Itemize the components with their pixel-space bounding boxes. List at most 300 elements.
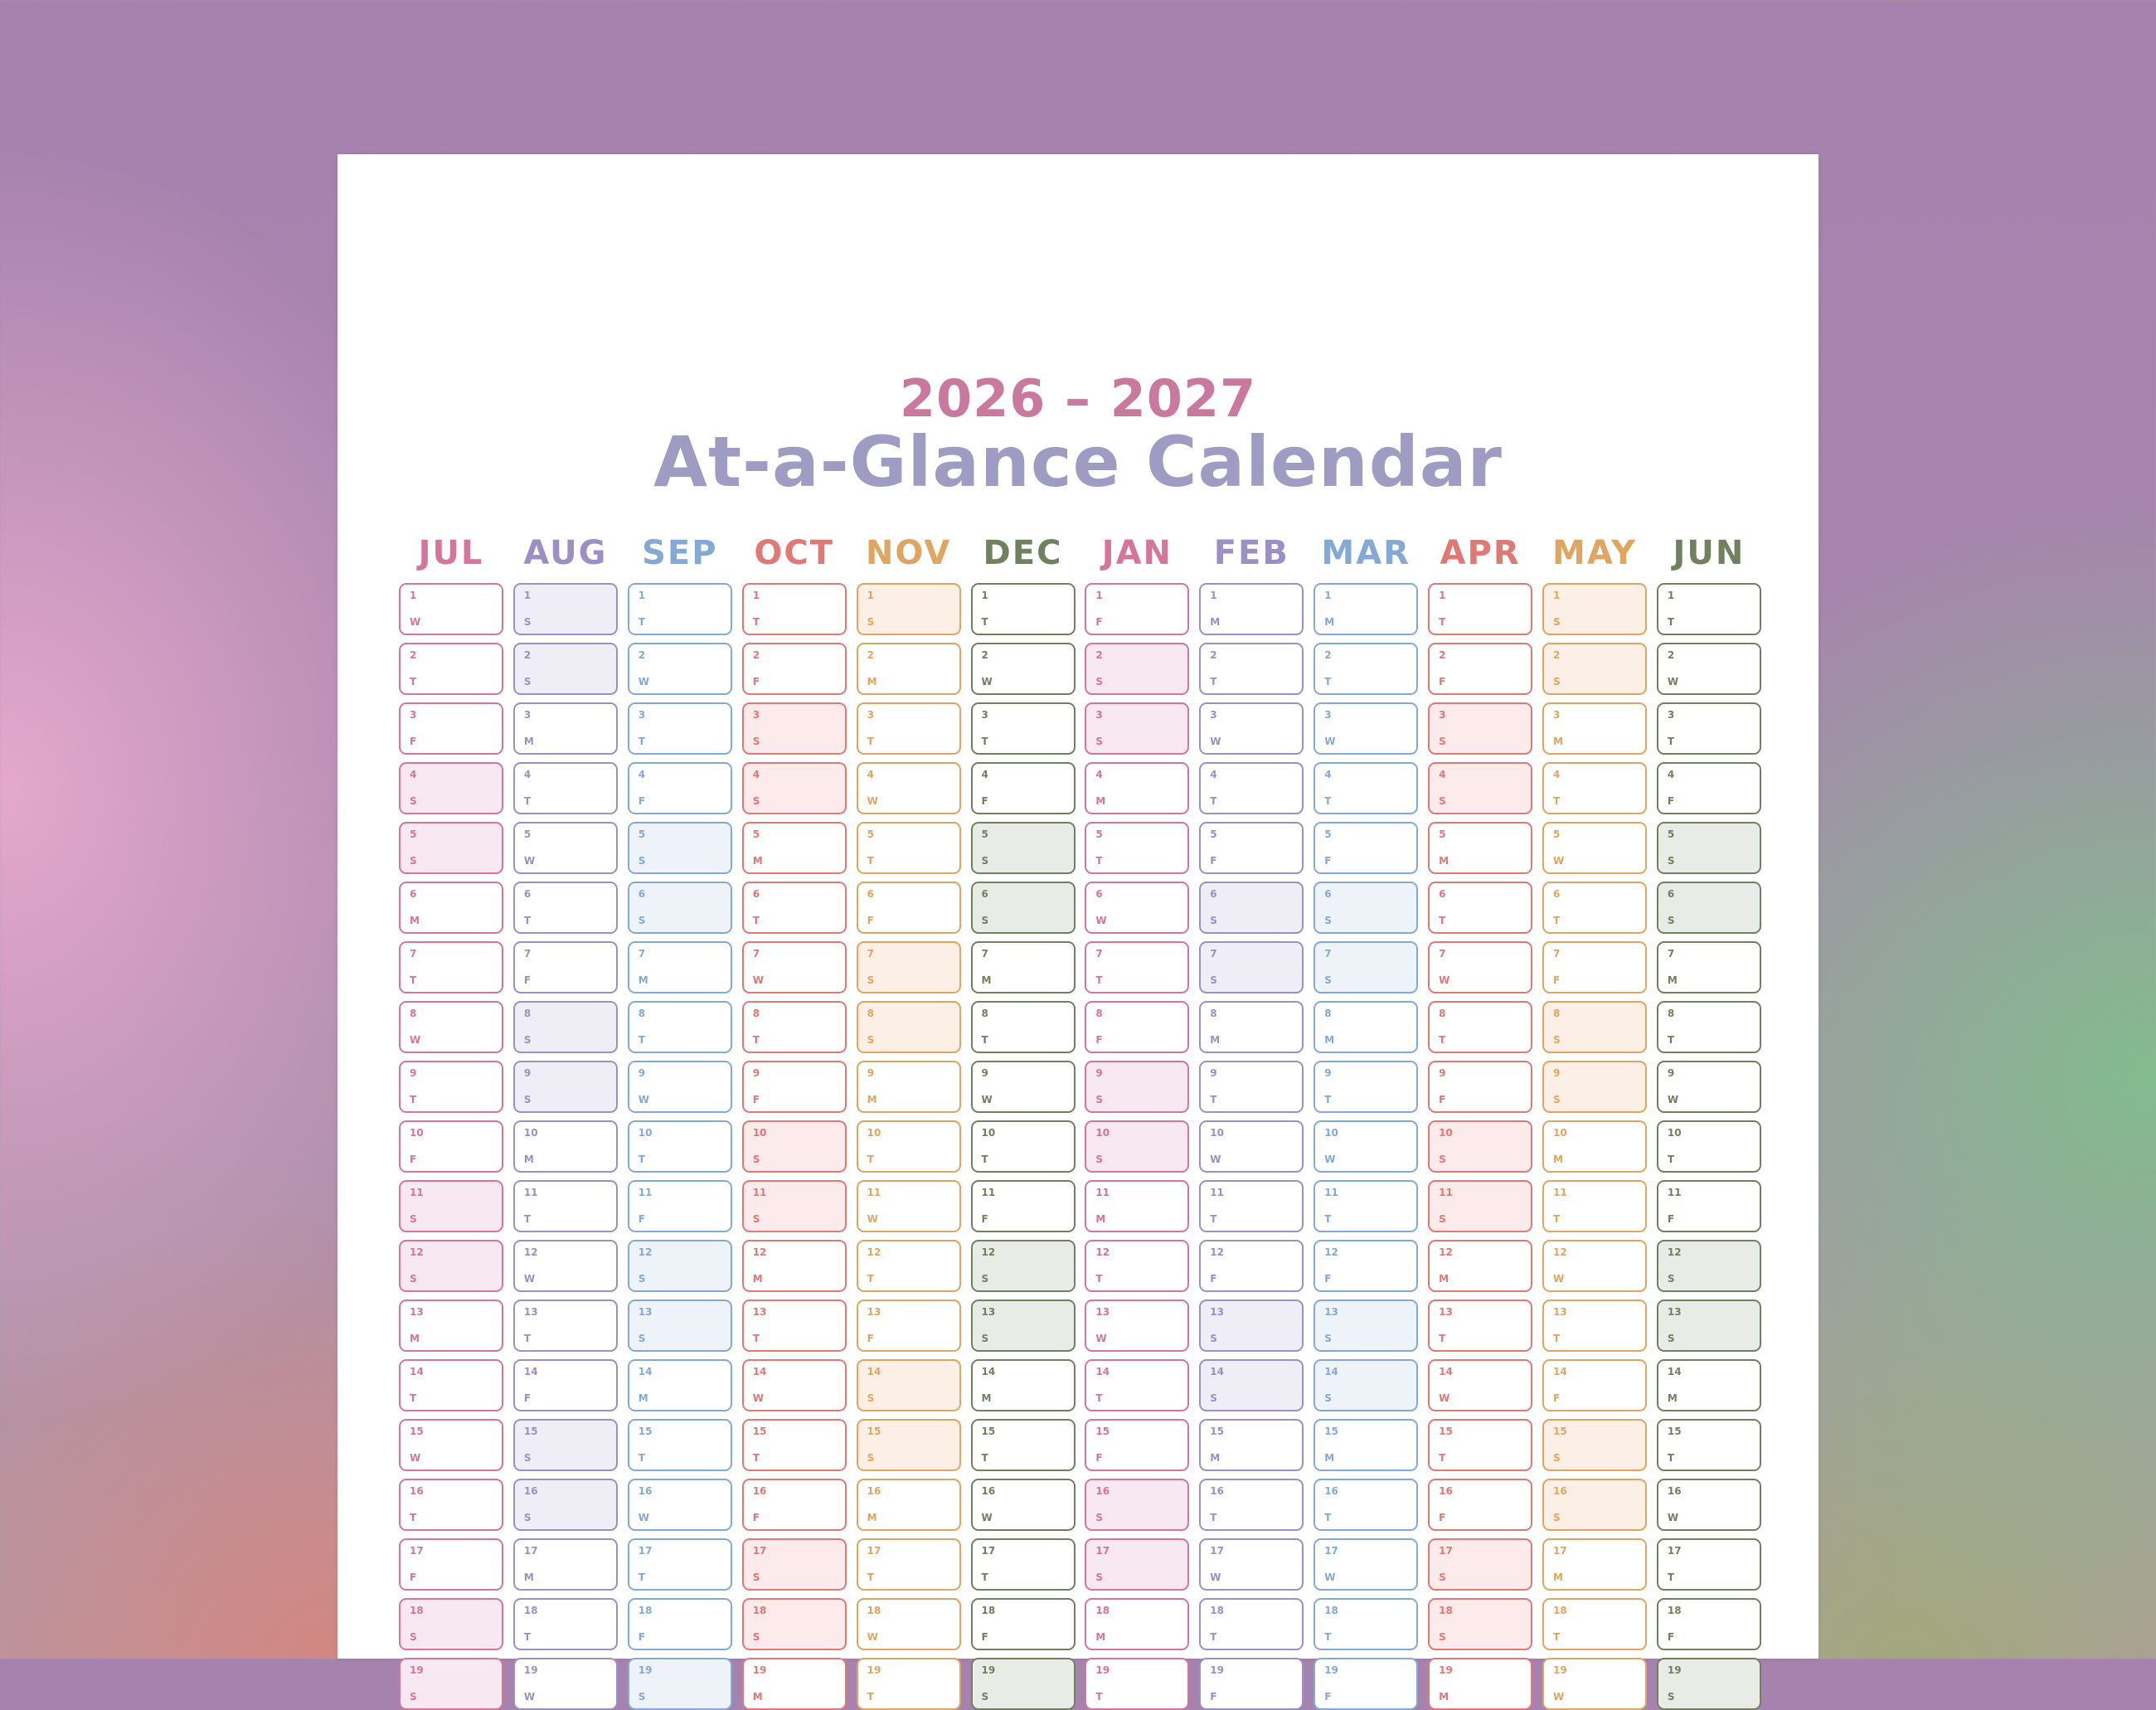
day-weekday: T [1210,1094,1217,1105]
day-number: 18 [1210,1605,1224,1616]
day-number: 8 [1210,1008,1217,1019]
day-weekday: T [1553,795,1561,807]
day-number: 1 [638,590,646,601]
day-cell [1542,1240,1647,1292]
day-number: 16 [410,1485,424,1497]
day-number: 7 [410,948,417,959]
day-number: 19 [752,1664,767,1676]
day-cell [1428,643,1532,695]
day-number: 4 [638,769,646,780]
day-number: 12 [981,1246,996,1258]
day-cell [1542,1001,1647,1053]
day-weekday: S [1439,1631,1446,1643]
day-weekday: S [1553,616,1561,628]
day-cell [513,882,618,934]
day-weekday: T [867,1154,874,1165]
day-cell [857,702,961,755]
day-cell [628,762,732,814]
day-weekday: W [981,1094,993,1105]
day-number: 13 [1439,1306,1453,1318]
day-weekday: S [867,1034,875,1046]
day-weekday: T [638,736,645,747]
day-number: 16 [523,1485,538,1497]
day-weekday: S [1439,1572,1446,1583]
day-weekday: S [638,1273,646,1285]
day-number: 10 [1324,1127,1338,1139]
day-weekday: M [1553,1154,1563,1165]
day-cell [1542,1359,1647,1411]
day-weekday: T [638,616,645,628]
day-weekday: S [410,1213,417,1225]
day-cell [1199,1538,1304,1591]
day-cell [1428,1001,1532,1053]
day-cell [1657,702,1761,755]
day-weekday: S [1667,1691,1675,1703]
day-cell [1314,1001,1418,1053]
day-cell [742,1120,847,1173]
day-weekday: T [1439,1034,1446,1046]
day-weekday: W [867,1631,878,1643]
day-number: 1 [1553,590,1561,601]
day-cell [628,882,732,934]
day-number: 8 [638,1008,646,1019]
day-number: 9 [523,1067,532,1079]
day-cell [628,1658,732,1710]
day-number: 10 [981,1127,996,1139]
day-cell [513,1479,618,1531]
day-number: 13 [1095,1306,1110,1318]
day-number: 10 [1553,1127,1567,1139]
day-weekday: T [523,1213,532,1225]
day-number: 6 [1324,888,1332,900]
day-number: 3 [1324,709,1332,721]
day-cell [399,1419,503,1471]
day-weekday: W [410,1452,421,1464]
day-number: 15 [1095,1426,1110,1437]
day-number: 6 [981,888,988,900]
day-weekday: S [1095,676,1104,687]
day-cell [399,702,503,755]
day-weekday: M [1667,1392,1678,1404]
day-weekday: F [1553,974,1561,986]
day-number: 2 [1439,649,1446,661]
day-number: 5 [867,828,874,840]
day-weekday: S [1095,1154,1104,1165]
day-number: 2 [752,649,760,661]
day-number: 12 [1210,1246,1224,1258]
day-cell [1428,583,1532,635]
day-cell [1657,822,1761,874]
day-number: 2 [1324,649,1332,661]
day-weekday: T [1553,1333,1561,1344]
day-cell [742,702,847,755]
day-weekday: M [1324,1452,1335,1464]
day-weekday: T [410,974,417,986]
day-number: 4 [1553,769,1561,780]
day-cell [1199,702,1304,755]
day-number: 10 [1667,1127,1682,1139]
day-weekday: S [1324,915,1332,926]
day-weekday: T [638,1034,645,1046]
day-cell [1314,583,1418,635]
day-cell [628,1180,732,1232]
day-cell [628,1359,732,1411]
day-number: 5 [1210,828,1217,840]
day-cell [1314,1180,1418,1232]
day-cell [513,702,618,755]
day-number: 17 [638,1545,653,1557]
day-cell [971,1658,1076,1710]
day-number: 6 [523,888,532,900]
day-weekday: M [1553,736,1563,747]
day-cell [513,941,618,993]
day-number: 17 [1095,1545,1110,1557]
day-number: 8 [981,1008,988,1019]
day-weekday: F [752,1094,760,1105]
day-weekday: W [638,1094,650,1105]
day-number: 10 [523,1127,538,1139]
day-cell [1199,1120,1304,1173]
day-cell [742,1240,847,1292]
day-weekday: F [1667,1213,1675,1225]
day-weekday: T [1324,676,1332,687]
day-number: 1 [410,590,417,601]
day-weekday: S [410,1631,417,1643]
day-weekday: S [1553,1452,1561,1464]
day-number: 15 [1553,1426,1567,1437]
day-cell [1314,643,1418,695]
day-weekday: F [1439,1094,1446,1105]
month-header-nov: NOV [865,534,952,572]
day-weekday: M [1095,795,1106,807]
day-cell [971,1598,1076,1650]
day-number: 6 [1439,888,1446,900]
day-weekday: T [1095,1392,1103,1404]
day-number: 5 [638,828,646,840]
day-weekday: T [981,616,988,628]
day-cell [399,762,503,814]
day-number: 3 [867,709,874,721]
day-weekday: T [1439,1333,1446,1344]
day-weekday: M [1553,1572,1563,1583]
day-cell [1428,1061,1532,1113]
day-number: 11 [1667,1187,1682,1198]
day-weekday: F [638,1213,645,1225]
day-weekday: W [1210,1572,1221,1583]
day-weekday: S [1210,1333,1217,1344]
day-cell [742,1658,847,1710]
day-cell [742,1479,847,1531]
day-number: 4 [1439,769,1446,780]
day-number: 13 [1553,1306,1567,1318]
day-cell [1428,1300,1532,1352]
day-cell [1542,1479,1647,1531]
day-cell [1542,1120,1647,1173]
day-cell [857,1061,961,1113]
day-cell [971,583,1076,635]
day-weekday: T [1324,1631,1332,1643]
day-cell [399,1120,503,1173]
day-cell [1657,1001,1761,1053]
day-cell [1199,1240,1304,1292]
day-number: 12 [1439,1246,1453,1258]
day-weekday: S [1210,974,1217,986]
day-number: 9 [1667,1067,1675,1079]
day-cell [1542,583,1647,635]
day-number: 11 [1324,1187,1338,1198]
day-cell [513,1598,618,1650]
day-cell [628,583,732,635]
day-weekday: F [410,1154,417,1165]
day-cell [513,1538,618,1591]
day-weekday: W [523,1273,536,1285]
day-number: 11 [523,1187,538,1198]
day-number: 9 [638,1067,646,1079]
day-weekday: S [523,676,532,687]
month-header-aug: AUG [523,534,608,572]
day-weekday: S [1667,915,1675,926]
day-cell [971,643,1076,695]
day-cell [1199,1479,1304,1531]
day-cell [971,1001,1076,1053]
day-number: 2 [1095,649,1103,661]
day-weekday: S [638,1691,646,1703]
day-cell [513,1658,618,1710]
day-number: 2 [1553,649,1561,661]
day-number: 17 [1210,1545,1224,1557]
day-weekday: S [523,1034,532,1046]
day-number: 15 [981,1426,996,1437]
day-number: 15 [1324,1426,1338,1437]
day-weekday: W [1324,736,1336,747]
day-number: 14 [867,1366,881,1377]
day-weekday: S [752,1572,760,1583]
day-weekday: T [523,915,532,926]
day-cell [742,1598,847,1650]
day-cell [399,822,503,874]
day-weekday: F [1324,1691,1332,1703]
day-weekday: T [523,1631,532,1643]
day-weekday: F [1324,1273,1332,1285]
day-weekday: S [1095,1094,1104,1105]
day-cell [1428,882,1532,934]
day-weekday: T [1667,1034,1675,1046]
day-cell [399,1479,503,1531]
day-number: 7 [1439,948,1446,959]
day-weekday: T [1553,1213,1561,1225]
day-weekday: M [981,974,992,986]
day-cell [1199,1180,1304,1232]
day-weekday: W [867,1213,878,1225]
day-number: 9 [867,1067,874,1079]
day-number: 7 [1095,948,1103,959]
day-weekday: W [752,974,764,986]
day-number: 1 [1439,590,1446,601]
day-weekday: F [867,1333,874,1344]
day-weekday: M [1667,974,1678,986]
day-weekday: S [1553,676,1561,687]
day-number: 5 [1439,828,1446,840]
day-cell [399,941,503,993]
day-weekday: T [410,676,417,687]
day-number: 16 [1553,1485,1567,1497]
day-cell [628,1598,732,1650]
day-weekday: T [1324,1094,1332,1105]
day-weekday: M [1095,1631,1106,1643]
day-number: 11 [1553,1187,1567,1198]
day-number: 13 [638,1306,653,1318]
day-number: 6 [410,888,417,900]
day-number: 14 [981,1366,996,1377]
day-weekday: T [1439,616,1446,628]
day-weekday: S [638,915,646,926]
day-number: 2 [1667,649,1675,661]
day-number: 4 [1667,769,1675,780]
day-weekday: T [1667,1452,1675,1464]
day-number: 13 [1667,1306,1682,1318]
day-weekday: S [981,855,989,867]
day-cell [628,1001,732,1053]
day-cell [1314,1120,1418,1173]
day-cell [857,1240,961,1292]
day-weekday: T [867,855,874,867]
month-header-jul: JUL [418,534,484,572]
day-number: 1 [867,590,874,601]
day-number: 16 [638,1485,653,1497]
day-cell [399,1180,503,1232]
day-number: 7 [867,948,874,959]
day-number: 11 [638,1187,653,1198]
day-number: 14 [1095,1366,1110,1377]
day-weekday: W [867,795,878,807]
day-number: 5 [1095,828,1103,840]
day-cell [1428,1180,1532,1232]
day-cell [971,1240,1076,1292]
day-cell [742,882,847,934]
day-number: 16 [752,1485,767,1497]
day-number: 7 [1553,948,1561,959]
day-number: 19 [1324,1664,1338,1676]
day-cell [1085,702,1189,755]
day-number: 14 [752,1366,767,1377]
day-number: 5 [410,828,417,840]
day-weekday: M [523,736,534,747]
day-weekday: T [638,1154,645,1165]
day-number: 17 [752,1545,767,1557]
day-cell [399,1359,503,1411]
day-cell [1199,583,1304,635]
day-cell [1657,941,1761,993]
day-number: 1 [1667,590,1675,601]
day-weekday: F [1439,1512,1446,1523]
day-weekday: T [981,1572,988,1583]
day-cell [971,1061,1076,1113]
day-weekday: S [410,1691,417,1703]
day-cell [628,822,732,874]
day-cell [1314,1479,1418,1531]
day-number: 13 [752,1306,767,1318]
day-number: 17 [1439,1545,1453,1557]
day-weekday: M [1324,616,1335,628]
day-number: 15 [867,1426,881,1437]
day-number: 5 [752,828,760,840]
day-cell [513,1120,618,1173]
day-weekday: T [523,795,532,807]
day-number: 8 [1324,1008,1332,1019]
day-weekday: F [981,795,988,807]
day-weekday: S [981,1333,989,1344]
day-number: 12 [1324,1246,1338,1258]
day-number: 9 [410,1067,417,1079]
day-weekday: W [752,1392,764,1404]
day-cell [1085,941,1189,993]
day-number: 8 [1439,1008,1446,1019]
day-number: 14 [1210,1366,1224,1377]
day-number: 17 [523,1545,538,1557]
day-cell [1542,1598,1647,1650]
day-weekday: F [1095,1034,1103,1046]
day-number: 3 [410,709,417,721]
day-number: 7 [1210,948,1217,959]
day-weekday: S [523,1094,532,1105]
day-number: 4 [410,769,417,780]
day-weekday: S [1210,1392,1217,1404]
day-weekday: S [410,855,417,867]
day-weekday: S [523,1452,532,1464]
day-number: 18 [1439,1605,1453,1616]
day-number: 14 [523,1366,538,1377]
day-cell [1314,1658,1418,1710]
day-cell [971,941,1076,993]
day-cell [742,1061,847,1113]
day-weekday: T [1210,1631,1217,1643]
day-cell [742,1359,847,1411]
day-weekday: M [867,1512,877,1523]
day-cell [1657,583,1761,635]
day-weekday: W [1553,1691,1565,1703]
day-weekday: S [638,1333,646,1344]
day-cell [513,643,618,695]
day-number: 5 [1553,828,1561,840]
day-weekday: S [1324,974,1332,986]
day-weekday: W [1095,1333,1107,1344]
day-cell [857,1120,961,1173]
day-weekday: T [752,616,760,628]
day-number: 19 [1439,1664,1453,1676]
day-number: 19 [1553,1664,1567,1676]
day-cell [1199,822,1304,874]
day-weekday: F [523,974,532,986]
day-number: 13 [981,1306,996,1318]
day-number: 10 [1439,1127,1453,1139]
day-weekday: F [1210,1273,1217,1285]
day-number: 16 [867,1485,881,1497]
day-weekday: M [410,1333,420,1344]
day-weekday: T [867,1572,874,1583]
day-number: 10 [867,1127,881,1139]
day-cell [1314,1538,1418,1591]
day-number: 15 [1667,1426,1682,1437]
day-weekday: S [523,1512,532,1523]
day-weekday: S [1439,1213,1446,1225]
day-cell [1085,1658,1189,1710]
day-weekday: T [1439,915,1446,926]
day-number: 5 [981,828,988,840]
day-weekday: F [410,736,417,747]
day-cell [1428,1658,1532,1710]
day-cell [1657,1359,1761,1411]
day-number: 6 [1210,888,1217,900]
